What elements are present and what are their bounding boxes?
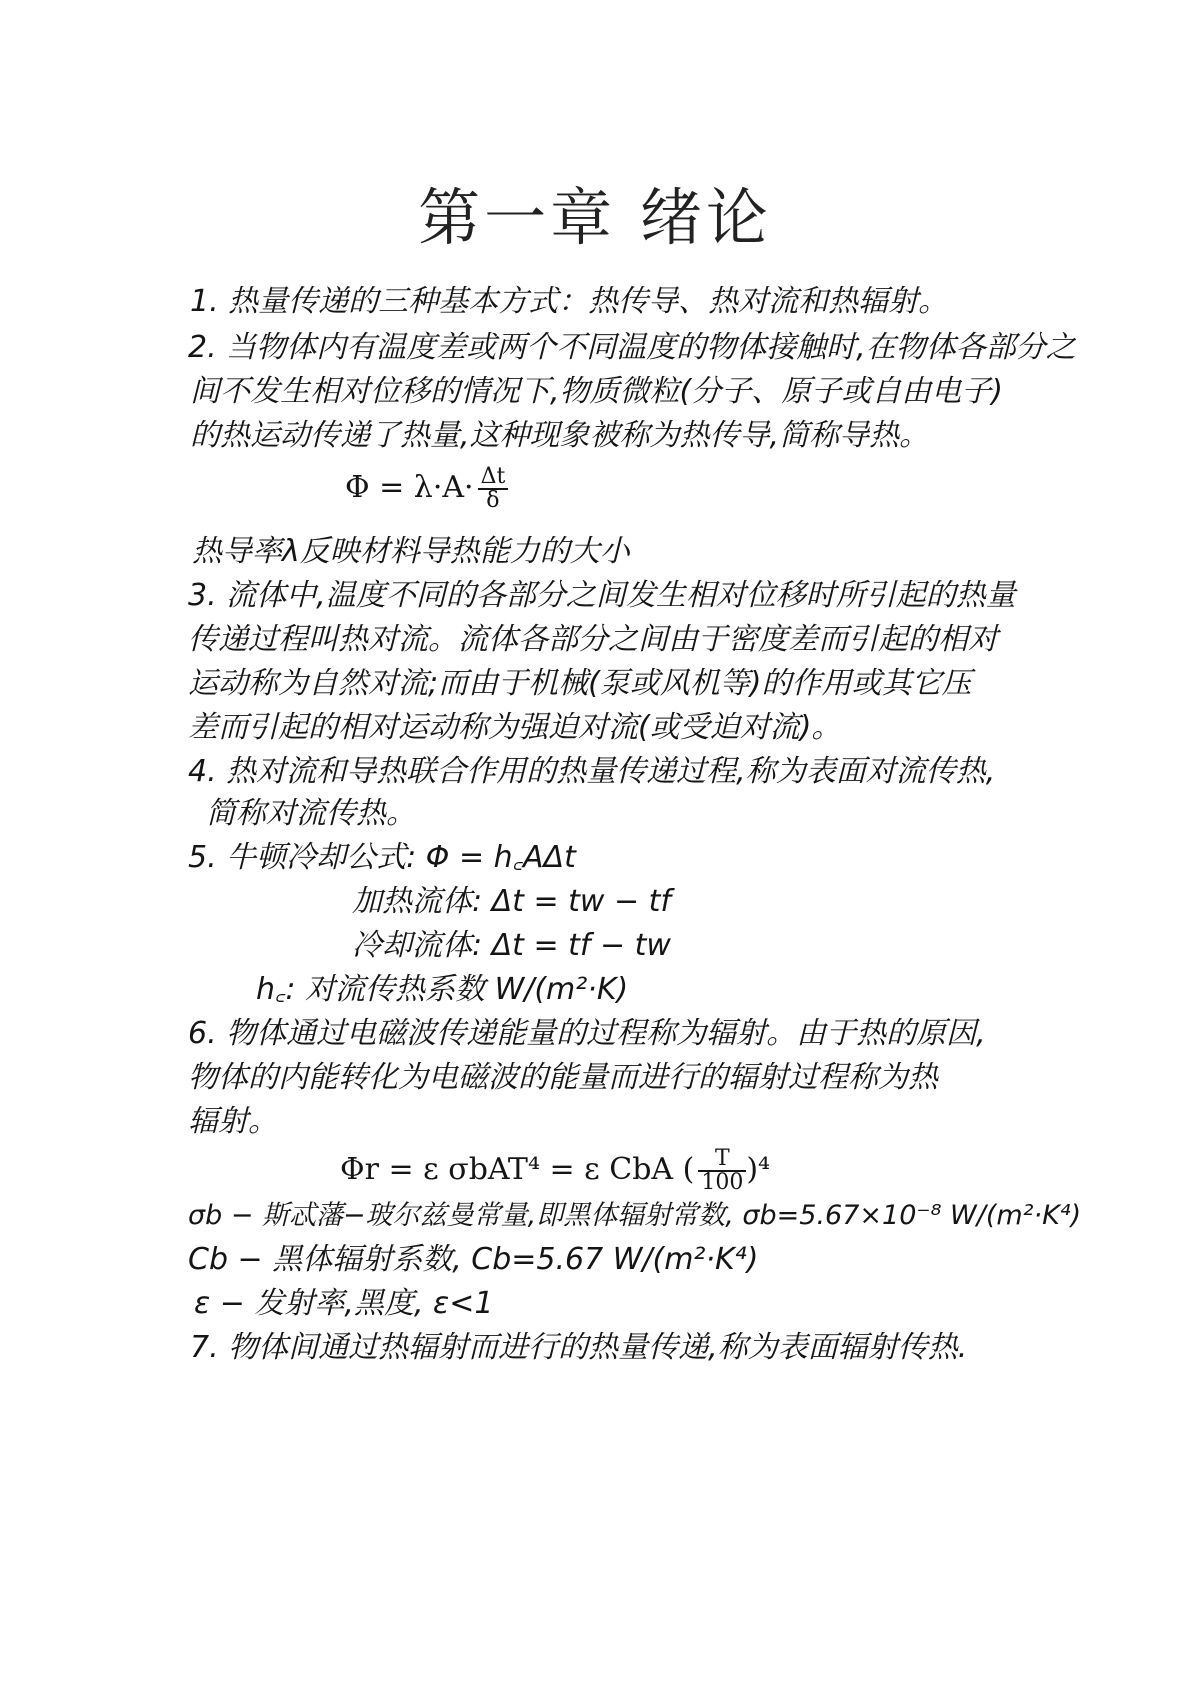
note-line: 简称对流传热。 <box>206 796 416 831</box>
fraction-denominator: δ <box>486 488 500 513</box>
note-line: 1. 热量传递的三种基本方式：热传导、热对流和热辐射。 <box>190 284 949 319</box>
note-line: 2. 当物体内有温度差或两个不同温度的物体接触时,在物体各部分之 <box>188 330 1076 365</box>
note-line: 3. 流体中,温度不同的各部分之间发生相对位移时所引起的热量 <box>188 578 1016 613</box>
note-line: 间不发生相对位移的情况下,物质微粒(分子、原子或自由电子) <box>190 374 1003 409</box>
equation-fraction <box>698 1148 746 1194</box>
equation-lhs: Φr = ε σbAT⁴ = ε CbA ( <box>340 1152 695 1187</box>
equation-tail: )⁴ <box>746 1152 771 1187</box>
fraction-numerator: T <box>698 1148 746 1172</box>
note-line: 4. 热对流和导热联合作用的热量传递过程,称为表面对流传热, <box>188 754 996 789</box>
note-line: 运动称为自然对流;而由于机械(泵或风机等)的作用或其它压 <box>188 666 972 701</box>
fraction-numerator: Δt <box>478 466 509 490</box>
heat-conduction-equation <box>345 466 508 512</box>
note-line: 差而引起的相对运动称为强迫对流(或受迫对流)。 <box>188 710 842 745</box>
note-line: 的热运动传递了热量,这种现象被称为热传导,简称导热。 <box>190 418 930 453</box>
note-line: 传递过程叫热对流。流体各部分之间由于密度差而引起的相对 <box>188 622 998 657</box>
equation-fraction <box>478 466 509 512</box>
note-line: 7. 物体间通过热辐射而进行的热量传递,称为表面辐射传热. <box>190 1330 968 1365</box>
note-line: 物体的内能转化为电磁波的能量而进行的辐射过程称为热 <box>188 1060 938 1095</box>
fraction-denominator: 100 <box>701 1170 744 1195</box>
note-line: 冷却流体: Δt = tf − tw <box>352 928 671 963</box>
equation-lhs: Φ = λ·A· <box>345 470 474 505</box>
note-line: 辐射。 <box>188 1104 278 1139</box>
note-line: 6. 物体通过电磁波传递能量的过程称为辐射。由于热的原因, <box>188 1016 986 1051</box>
radiation-equation <box>340 1148 770 1194</box>
note-line: 5. 牛顿冷却公式: Φ = h꜀AΔt <box>188 840 576 875</box>
note-line: ε − 发射率,黑度, ε<1 <box>194 1286 494 1321</box>
note-line: 加热流体: Δt = tw − tf <box>352 884 671 919</box>
note-line: Cb − 黑体辐射系数, Cb=5.67 W/(m²·K⁴) <box>188 1242 759 1277</box>
chapter-title: 第一章 绪论 <box>418 181 772 254</box>
note-line: σb − 斯忒藩−玻尔兹曼常量,即黑体辐射常数, σb=5.67×10⁻⁸ W/(m²·K⁴) <box>188 1200 1082 1231</box>
note-line: h꜀: 对流传热系数 W/(m²·K) <box>256 972 629 1007</box>
note-line: 热导率λ反映材料导热能力的大小 <box>192 534 630 569</box>
